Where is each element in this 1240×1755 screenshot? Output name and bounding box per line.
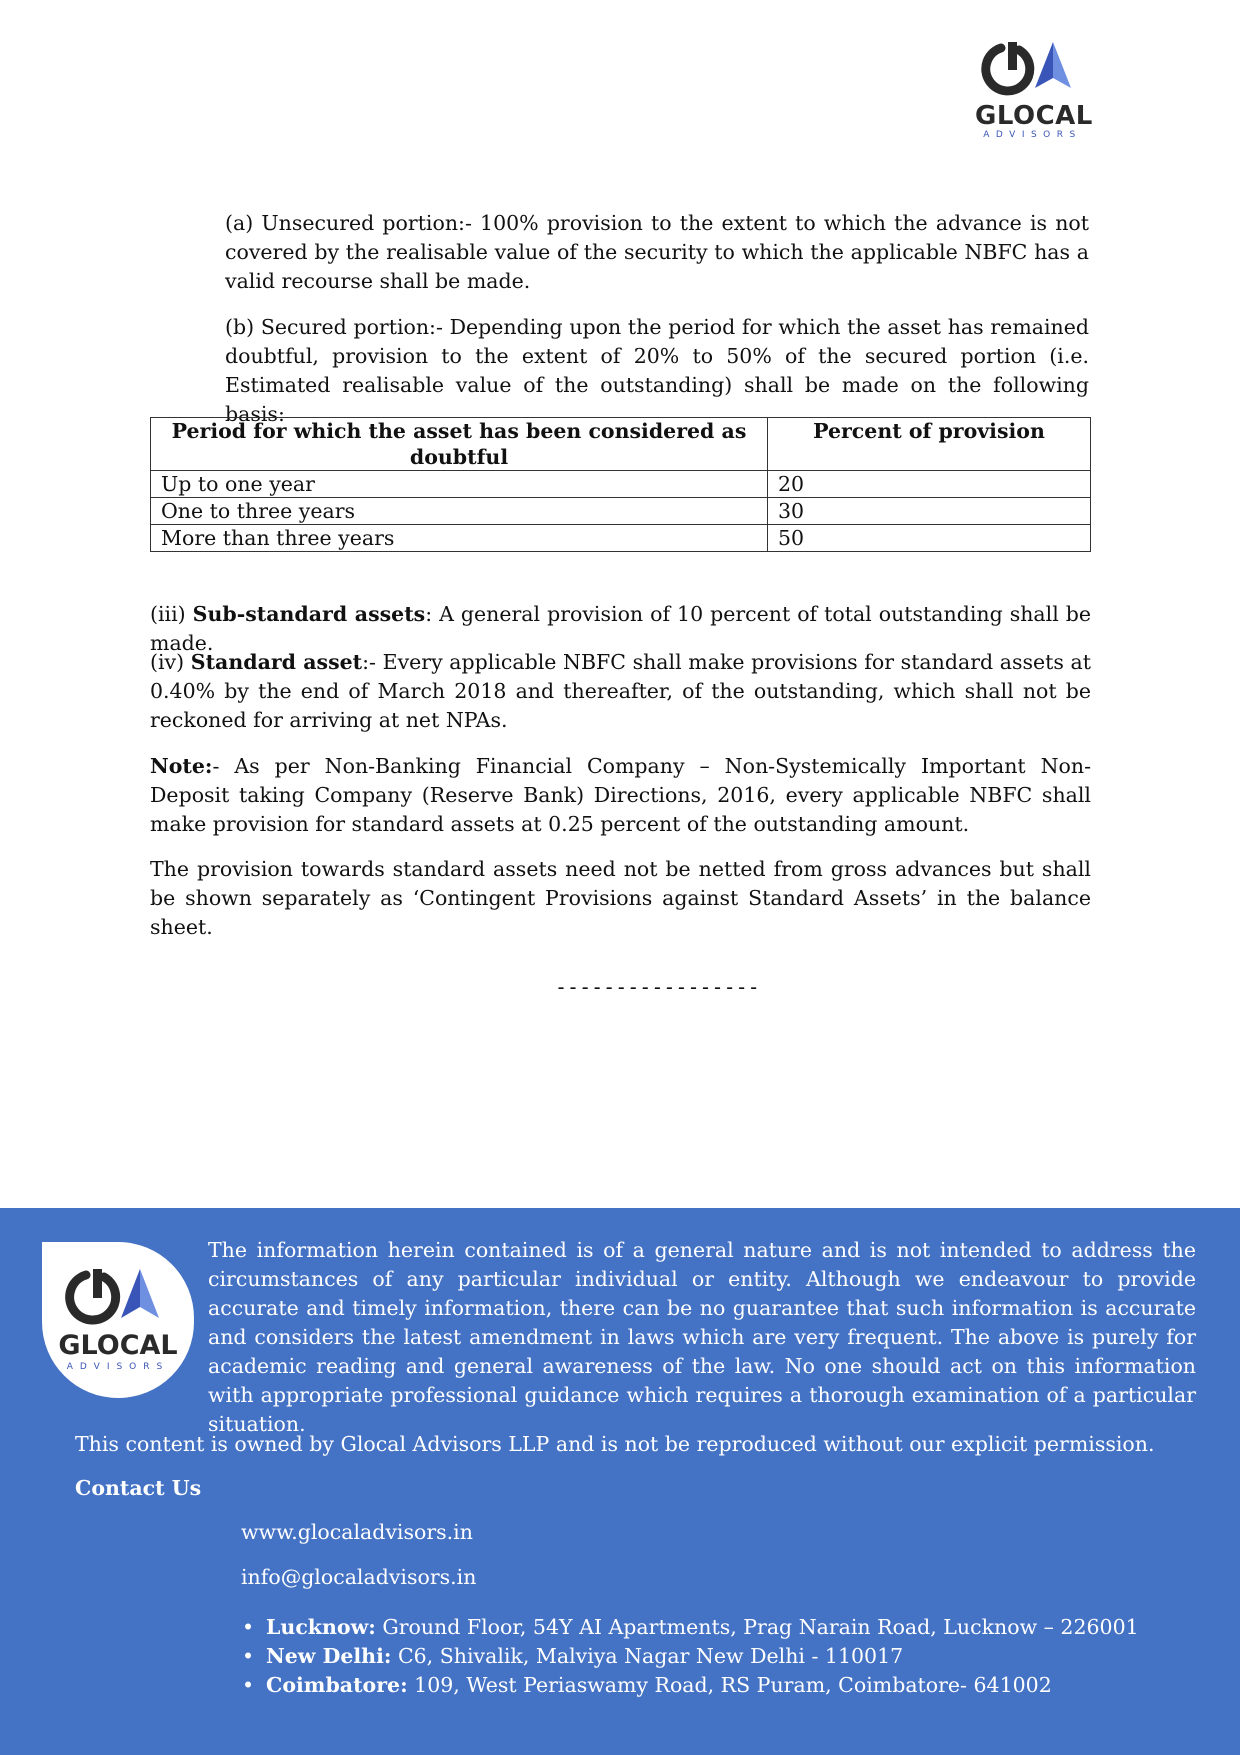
table-header-percent: Percent of provision (768, 418, 1091, 471)
table-cell-percent: 50 (768, 525, 1091, 552)
ownership-notice: This content is owned by Glocal Advisors LLP and is not be reproduced without our explicit permission. (75, 1432, 1155, 1456)
bullet: • (242, 1615, 255, 1639)
list-item (240, 1613, 1139, 1642)
para-standard-text: :- Every applicable NBFC shall make provisions for standard assets at 0.40% by the end of March 2018 and thereafter, of the outstanding, which shall not be reckoned for arriving at net NPAs. (150, 650, 1092, 732)
footer (0, 1208, 1240, 1755)
table-row (151, 471, 1091, 498)
table-cell-percent: 30 (768, 498, 1091, 525)
note-text: - As per Non-Banking Financial Company – Non-Systemically Important Non-Deposit taking Company (Reserve Bank) Directions, 2016, every applicable NBFC shall make provision for standard assets at 0.25 percent of the outstanding amount. (150, 754, 1091, 836)
para-substandard-heading: Sub-standard assets (192, 602, 426, 626)
logo-subtitle: ADVISORS (983, 130, 1082, 140)
table-row (151, 525, 1091, 552)
office-address: Ground Floor, 54Y AI Apartments, Prag Narain Road, Lucknow – 226001 (375, 1615, 1139, 1639)
list-item (240, 1642, 1139, 1671)
para-standard-heading: Standard asset (190, 650, 363, 674)
para-secured: (b) Secured portion:- Depending upon the period for which the asset has remained doubtful, provision to the extent of 20% to 50% of the secured portion (i.e. Estimated realisable value of the outstanding) shall be made on the following basis: (225, 315, 1089, 426)
list-item (240, 1671, 1139, 1700)
para-note (150, 752, 1091, 839)
table-cell-percent: 20 (768, 471, 1091, 498)
table-cell-period: More than three years (151, 525, 768, 552)
logo-wordmark: GLOCAL (975, 101, 1093, 131)
table-cell-period: Up to one year (151, 471, 768, 498)
para-standard-prefix: (iv) (150, 650, 191, 674)
contact-heading: Contact Us (75, 1476, 202, 1500)
para-final: The provision towards standard assets need not be netted from gross advances but shall be shown separately as ‘Contingent Provisions against Standard Assets’ in the balance sheet. (150, 857, 1091, 939)
section-separator: ----------------- (555, 975, 760, 999)
para-unsecured: (a) Unsecured portion:- 100% provision to the extent to which the advance is not covered by the realisable value of the security to which the applicable NBFC has a valid recourse shall be made. (225, 211, 1089, 293)
office-list (240, 1613, 1139, 1700)
bullet: • (242, 1644, 255, 1668)
glocal-logo-mark-icon (975, 38, 1090, 100)
footer-logo-subtitle: ADVISORS (66, 1362, 170, 1372)
office-address: C6, Shivalik, Malviya Nagar New Delhi - 110017 (391, 1644, 904, 1668)
bullet: • (242, 1673, 255, 1697)
table-header-period: Period for which the asset has been considered as doubtful (151, 418, 768, 471)
table-row (151, 498, 1091, 525)
note-label: Note: (150, 754, 213, 778)
footer-logo-wordmark: GLOCAL (58, 1330, 178, 1361)
para-substandard-text: : A general provision of 10 percent of total outstanding shall be made. (150, 602, 1092, 655)
footer-logo-badge (42, 1242, 194, 1398)
email-link[interactable]: info@glocaladvisors.in (241, 1565, 477, 1589)
table-cell-period: One to three years (151, 498, 768, 525)
office-city: Lucknow: (266, 1615, 376, 1639)
provision-table (150, 417, 1091, 552)
glocal-logo (975, 38, 1093, 140)
para-substandard-prefix: (iii) (150, 602, 193, 626)
para-standard-asset (150, 648, 1091, 735)
office-city: New Delhi: (266, 1644, 392, 1668)
office-city: Coimbatore: (266, 1673, 408, 1697)
disclaimer-text: The information herein contained is of a general nature and is not intended to address the circumstances of any particular individual or entity. Although we endeavour to provide accurate and timely information, there can be no guarantee that such information is accurate and considers the latest amendment in laws which are very frequent. The above is purely for academic reading and general awareness of the law. No one should act on this information with appropriate professional guidance which requires a thorough examination of a particular situation. (208, 1238, 1196, 1436)
glocal-logo-mark-icon (58, 1264, 178, 1330)
website-link[interactable]: www.glocaladvisors.in (241, 1520, 473, 1544)
table-header-row (151, 418, 1091, 471)
office-address: 109, West Periaswamy Road, RS Puram, Coimbatore- 641002 (407, 1673, 1052, 1697)
